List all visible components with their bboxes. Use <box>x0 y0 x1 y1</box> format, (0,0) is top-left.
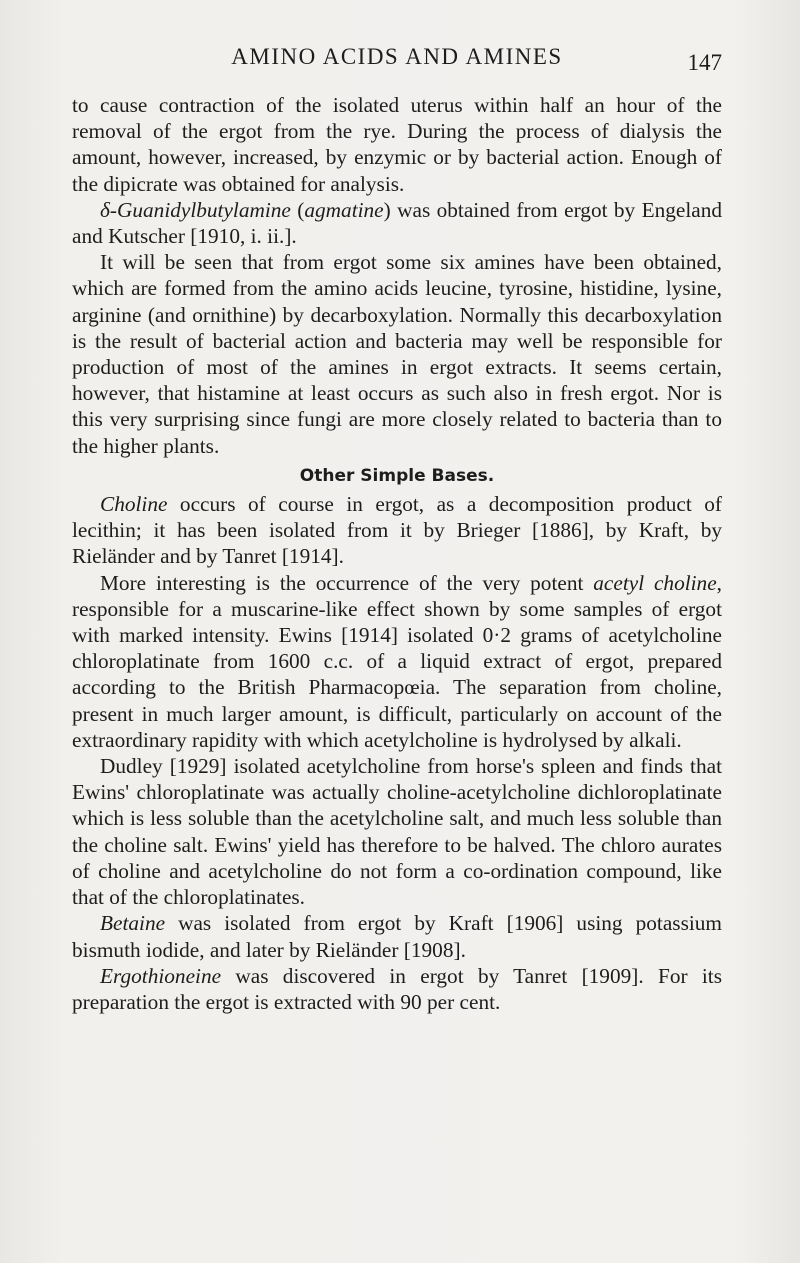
term-agmatine: agmatine <box>304 197 384 222</box>
term-ergothioneine: Ergothioneine <box>100 963 222 988</box>
paragraph-agmatine: δ-Guanidylbutylamine (agmatine) was obtained from ergot by Engeland and Kutscher [1910, i. ii.]. <box>72 197 722 249</box>
page-number: 147 <box>687 50 722 75</box>
paragraph-amines-summary: It will be seen that from ergot some six amines have been obtained, which are formed from the amino acids leucine, tyrosine, histidine, lysine, arginine (and ornithine) by decarboxylation. Normally this decarboxylation is the result of bacterial action and bacteria may well be responsible for production of most of the amines in ergot extracts. It seems certain, however, that histamine at least occurs as such also in fresh ergot. Nor is this very surprising since fungi are more closely related to bacteria than to the higher plants. <box>72 250 722 458</box>
section-heading: Other Simple Bases. <box>299 465 495 486</box>
paragraph-choline: Choline occurs of course in ergot, as a decomposition product of lecithin; it has been isolated from it by Brieger [1886], by Kraft, by Rieländer and by Tanret [1914]. <box>72 492 722 569</box>
paragraph-betaine: Betaine was isolated from ergot by Kraft [1906] using potassium bismuth iodide, and later by Rieländer [1908]. <box>72 911 722 962</box>
paragraph-ergothioneine: Ergothioneine was discovered in ergot by Tanret [1909]. For its preparation the ergot is extracted with 90 per cent. <box>72 963 722 1014</box>
paragraph-continued: to cause contraction of the isolated uterus within half an hour of the removal of the ergot from the rye. During the process of dialysis the amount, however, increased, by enzymic or by bacterial action. Enough of the dipicrate was obtained for analysis. <box>72 93 722 196</box>
term-guanidylbutylamine: δ-Guanidylbutylamine <box>100 197 291 222</box>
term-choline: Choline <box>100 492 168 517</box>
page-header <box>72 44 722 84</box>
paragraph-acetylcholine: More interesting is the occurrence of the very potent acetyl choline, responsible for a muscarine-like effect shown by some samples of ergot with marked intensity. Ewins [1914] isolated 0·2 grams of acetylcholine chloroplatinate from 1600 c.c. of a liquid extract of ergot, prepared according to the British Pharmacopœia. The separation from choline, present in much larger amount, is difficult, particularly on account of the extraordinary rapidity with which acetylcholine is hydrolysed by alkali. <box>72 570 722 752</box>
running-title: AMINO ACIDS AND AMINES <box>231 44 563 69</box>
term-betaine: Betaine <box>100 911 166 936</box>
body-text <box>72 92 722 1015</box>
paragraph-dudley: Dudley [1929] isolated acetylcholine from horse's spleen and finds that Ewins' chloroplatinate was actually choline-acetylcholine dichloroplatinate which is less soluble than the acetylcholine salt, and much less soluble than the choline salt. Ewins' yield has therefore to be halved. The chloro aurates of choline and acetylcholine do not form a co-ordination compound, like that of the chloroplatinates. <box>72 754 722 910</box>
term-acetyl-choline: acetyl choline <box>593 570 717 595</box>
